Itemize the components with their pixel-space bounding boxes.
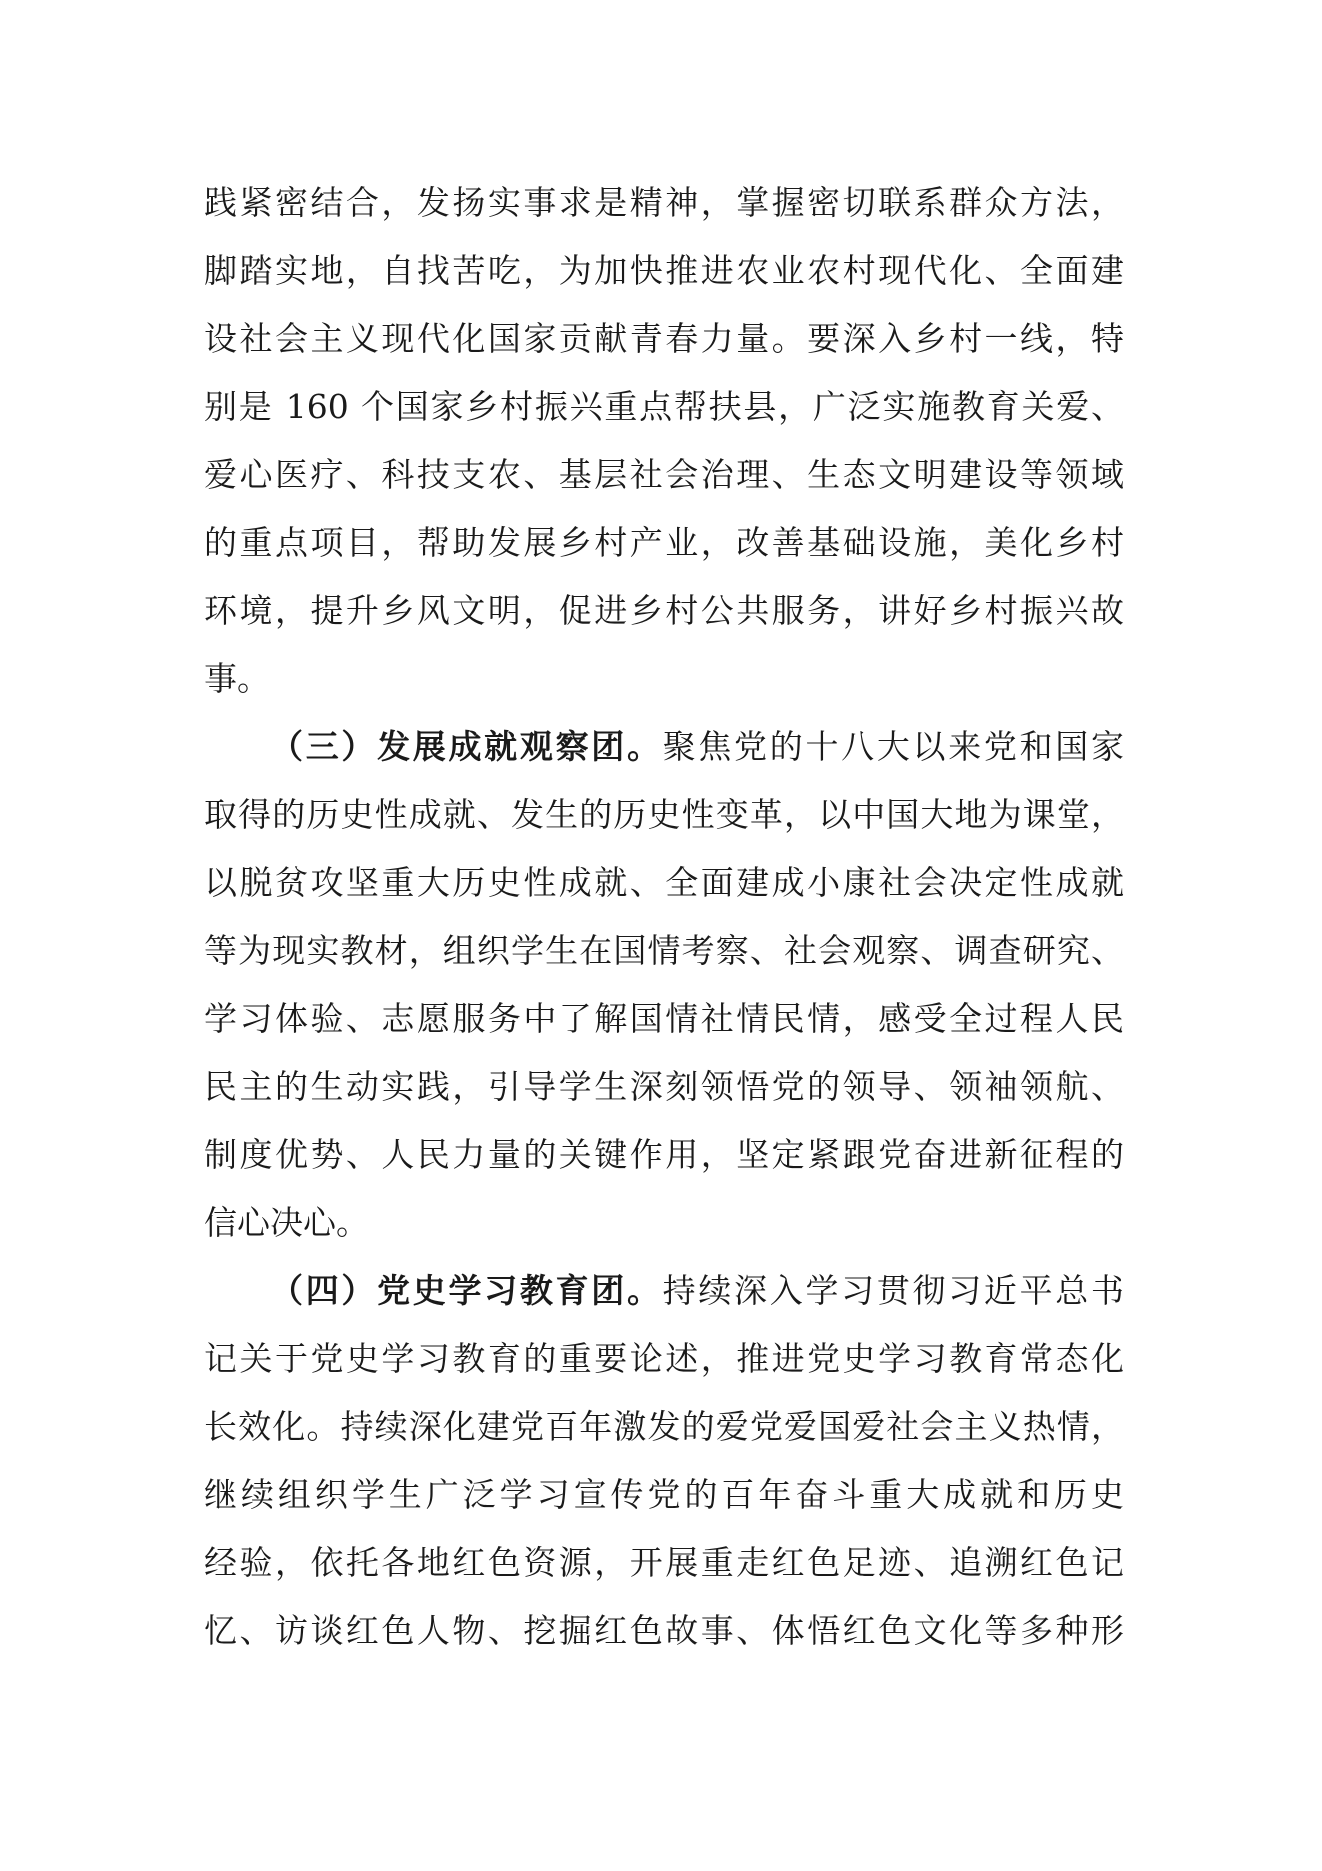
paragraph-line: 以脱贫攻坚重大历史性成就、全面建成小康社会决定性成就	[204, 863, 1124, 902]
paragraph-line: 践紧密结合，发扬实事求是精神，掌握密切联系群众方法，	[204, 183, 1124, 222]
section-first-line-text: 聚焦党的十八大以来党和国家	[662, 727, 1125, 766]
paragraph-line: 长效化。持续深化建党百年激发的爱党爱国爱社会主义热情，	[204, 1407, 1124, 1446]
section-heading: （四）党史学习教育团。	[270, 1271, 663, 1310]
paragraph-line: 的重点项目，帮助发展乡村产业，改善基础设施，美化乡村	[204, 523, 1124, 562]
paragraph-line: 经验，依托各地红色资源，开展重走红色足迹、追溯红色记	[204, 1543, 1124, 1582]
paragraph-line: 学习体验、志愿服务中了解国情社情民情，感受全过程人民	[204, 999, 1124, 1038]
paragraph-line: 等为现实教材，组织学生在国情考察、社会观察、调查研究、	[204, 931, 1124, 970]
paragraph-line: 脚踏实地，自找苦吃，为加快推进农业农村现代化、全面建	[204, 251, 1124, 290]
section-first-line-text: 持续深入学习贯彻习近平总书	[662, 1271, 1125, 1310]
paragraph-line: 爱心医疗、科技支农、基层社会治理、生态文明建设等领域	[204, 455, 1124, 494]
paragraph-line: 记关于党史学习教育的重要论述，推进党史学习教育常态化	[204, 1339, 1124, 1378]
paragraph-line: 民主的生动实践，引导学生深刻领悟党的领导、领袖领航、	[204, 1067, 1124, 1106]
paragraph-line: 事。	[204, 659, 270, 698]
paragraph-line: 忆、访谈红色人物、挖掘红色故事、体悟红色文化等多种形	[204, 1611, 1124, 1650]
paragraph-line: 信心决心。	[204, 1203, 369, 1242]
paragraph-line: 环境，提升乡风文明，促进乡村公共服务，讲好乡村振兴故	[204, 591, 1124, 630]
section-heading: （三）发展成就观察团。	[270, 727, 663, 766]
paragraph-line: 设社会主义现代化国家贡献青春力量。要深入乡村一线，特	[204, 319, 1124, 358]
paragraph-line: 取得的历史性成就、发生的历史性变革，以中国大地为课堂，	[204, 795, 1124, 834]
section-first-line	[270, 725, 1124, 769]
paragraph-line: 制度优势、人民力量的关键作用，坚定紧跟党奋进新征程的	[204, 1135, 1124, 1174]
paragraph-line: 继续组织学生广泛学习宣传党的百年奋斗重大成就和历史	[204, 1475, 1124, 1514]
section-first-line	[270, 1269, 1124, 1313]
paragraph-line: 别是 160 个国家乡村振兴重点帮扶县，广泛实施教育关爱、	[204, 387, 1124, 426]
